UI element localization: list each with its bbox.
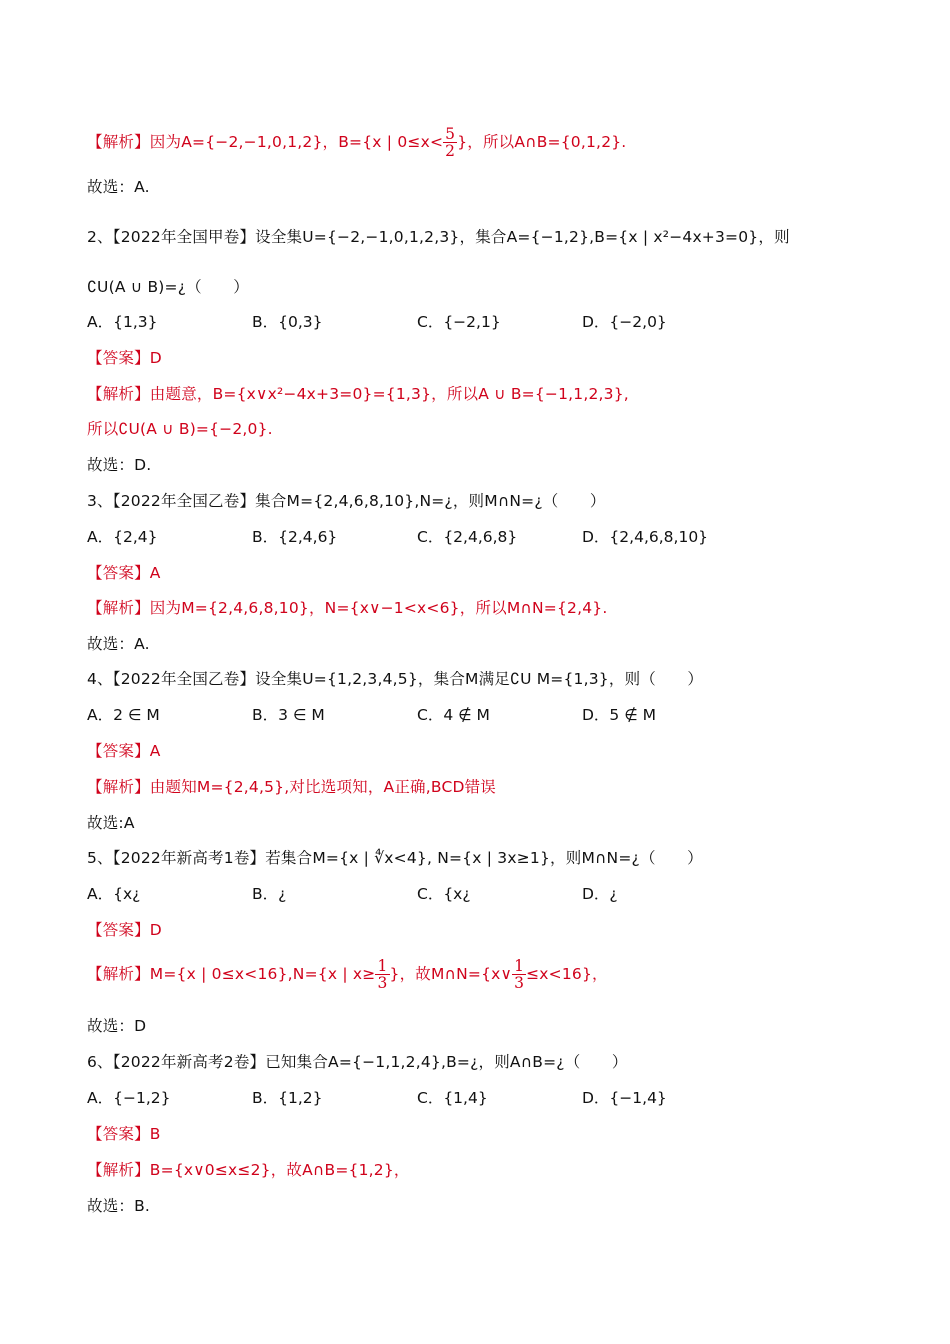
q4-option-b: B．3 ∈ M	[252, 706, 325, 724]
q4-answer: 【答案】A	[87, 742, 161, 760]
q5-choose: 故选：D	[87, 1017, 147, 1035]
q4-option-a: A．2 ∈ M	[87, 706, 160, 724]
q2-option-b: B．{0,3}	[252, 313, 323, 331]
q3-stem: 3、【2022年全国乙卷】集合M={2,4,6,8,10},N=¿，则M∩N=¿（ ）	[87, 492, 606, 510]
q3-option-a: A．{2,4}	[87, 528, 158, 546]
q2-option-a: A．{1,3}	[87, 313, 158, 331]
q5-option-c: C．{x¿	[417, 885, 471, 903]
q4-option-c: C．4 ∉ M	[417, 706, 490, 724]
intro-choose: 故选：A.	[87, 178, 150, 196]
q3-option-c: C．{2,4,6,8}	[417, 528, 518, 546]
q6-explanation: 【解析】B={x∨0≤x≤2}，故A∩B={1,2}，	[87, 1161, 410, 1179]
q5-option-d: D．¿	[582, 885, 618, 903]
q4-option-d: D．5 ∉ M	[582, 706, 657, 724]
intro-explanation-tail: }，所以A∩B={0,1,2}.	[457, 133, 627, 151]
q5-option-b: B．¿	[252, 885, 287, 903]
q5-explanation-mid: }，故M∩N={x∨	[389, 965, 513, 983]
fraction-5-over-2: $\frac{5}{2}$	[445, 125, 456, 160]
q4-choose: 故选:A	[87, 814, 135, 832]
intro-explanation-text: 【解析】因为A={−2,−1,0,1,2}，B={x | 0≤x<	[87, 133, 444, 151]
q6-option-b: B．{1,2}	[252, 1089, 323, 1107]
q4-stem: 4、【2022年全国乙卷】设全集U={1,2,3,4,5}，集合M满足∁U M={1,3}，则（ ）	[87, 670, 704, 688]
q3-answer: 【答案】A	[87, 564, 161, 582]
q2-explanation-line1: 【解析】由题意，B={x∨x²−4x+3=0}={1,3}，所以A ∪ B={−1,1,2,3},	[87, 385, 629, 403]
q2-answer: 【答案】D	[87, 349, 162, 367]
q5-option-a: A．{x¿	[87, 885, 141, 903]
q4-explanation: 【解析】由题知M={2,4,5},对比选项知，A正确,BCD错误	[87, 778, 497, 796]
q6-option-a: A．{−1,2}	[87, 1089, 171, 1107]
q3-option-d: D．{2,4,6,8,10}	[582, 528, 709, 546]
q2-stem-line1: 2、【2022年全国甲卷】设全集U={−2,−1,0,1,2,3}，集合A={−1,2},B={x | x²−4x+3=0}，则	[87, 228, 790, 246]
q2-choose: 故选：D.	[87, 456, 152, 474]
q2-stem-line2: ∁U(A ∪ B)=¿（ ）	[87, 278, 249, 296]
q2-explanation-line2: 所以∁U(A ∪ B)={−2,0}.	[87, 420, 273, 438]
q3-option-b: B．{2,4,6}	[252, 528, 338, 546]
fraction-1-over-3-second: $\frac{1}{3}$	[514, 957, 525, 992]
q5-stem: 5、【2022年新高考1卷】若集合M={x | ∜x<4}, N={x | 3x≥1}，则M∩N=¿（ ）	[87, 849, 703, 867]
q2-option-d: D．{−2,0}	[582, 313, 667, 331]
q6-choose: 故选：B.	[87, 1197, 151, 1215]
q3-explanation: 【解析】因为M={2,4,6,8,10}，N={x∨−1<x<6}，所以M∩N={2,4}.	[87, 599, 608, 617]
q6-option-d: D．{−1,4}	[582, 1089, 667, 1107]
q3-choose: 故选：A.	[87, 635, 150, 653]
q6-answer: 【答案】B	[87, 1125, 161, 1143]
q6-option-c: C．{1,4}	[417, 1089, 488, 1107]
intro-explanation	[87, 126, 626, 159]
q2-option-c: C．{−2,1}	[417, 313, 501, 331]
q5-explanation-tail: ≤x<16}，	[526, 965, 608, 983]
q5-answer: 【答案】D	[87, 921, 162, 939]
q5-explanation	[87, 958, 608, 991]
fraction-1-over-3: $\frac{1}{3}$	[377, 957, 388, 992]
q5-explanation-head: 【解析】M={x | 0≤x<16},N={x | x≥	[87, 965, 376, 983]
q6-stem: 6、【2022年新高考2卷】已知集合A={−1,1,2,4},B=¿，则A∩B=¿（ ）	[87, 1053, 628, 1071]
